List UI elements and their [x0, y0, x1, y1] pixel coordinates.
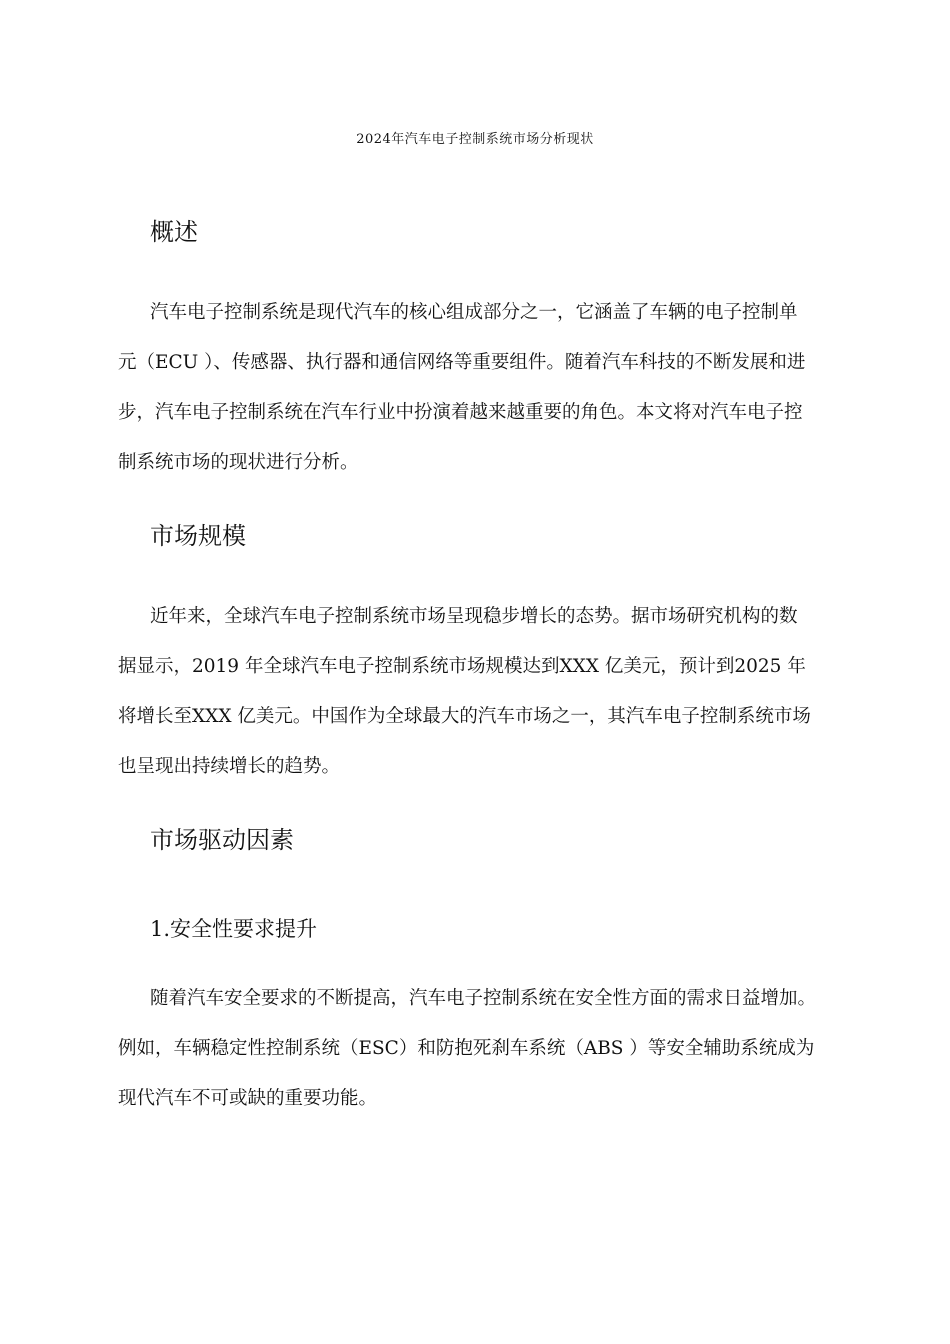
subsection-heading-safety: 1.安全性要求提升 [150, 917, 318, 941]
paragraph-line: 近年来，全球汽车电子控制系统市场呈现稳步增长的态势。据市场研究机构的数 [150, 606, 798, 627]
paragraph-line: 随着汽车安全要求的不断提高，汽车电子控制系统在安全性方面的需求日益增加。 [150, 988, 817, 1009]
paragraph-line: 汽车电子控制系统是现代汽车的核心组成部分之一，它涵盖了车辆的电子控制单 [150, 302, 798, 323]
paragraph-line: 据显示，2019 年全球汽车电子控制系统市场规模达到XXX 亿美元，预计到2025 年 [118, 656, 806, 677]
section-heading-market-drivers: 市场驱动因素 [150, 826, 294, 854]
paragraph-line: 例如，车辆稳定性控制系统（ESC）和防抱死刹车系统（ABS ）等安全辅助系统成为 [118, 1038, 815, 1059]
paragraph-line: 现代汽车不可或缺的重要功能。 [118, 1088, 378, 1109]
section-heading-market-size: 市场规模 [150, 522, 246, 550]
paragraph-line: 将增长至XXX 亿美元。中国作为全球最大的汽车市场之一，其汽车电子控制系统市场 [118, 706, 811, 727]
paragraph-line: 元（ECU ）、传感器、执行器和通信网络等重要组件。随着汽车科技的不断发展和进 [118, 352, 806, 373]
paragraph-line: 也呈现出持续增长的趋势。 [118, 756, 341, 777]
document-title: 2024年汽车电子控制系统市场分析现状 [356, 132, 594, 147]
paragraph-line: 步，汽车电子控制系统在汽车行业中扮演着越来越重要的角色。本文将对汽车电子控 [118, 402, 803, 423]
paragraph-line: 制系统市场的现状进行分析。 [118, 452, 359, 473]
section-heading-overview: 概述 [150, 218, 198, 246]
